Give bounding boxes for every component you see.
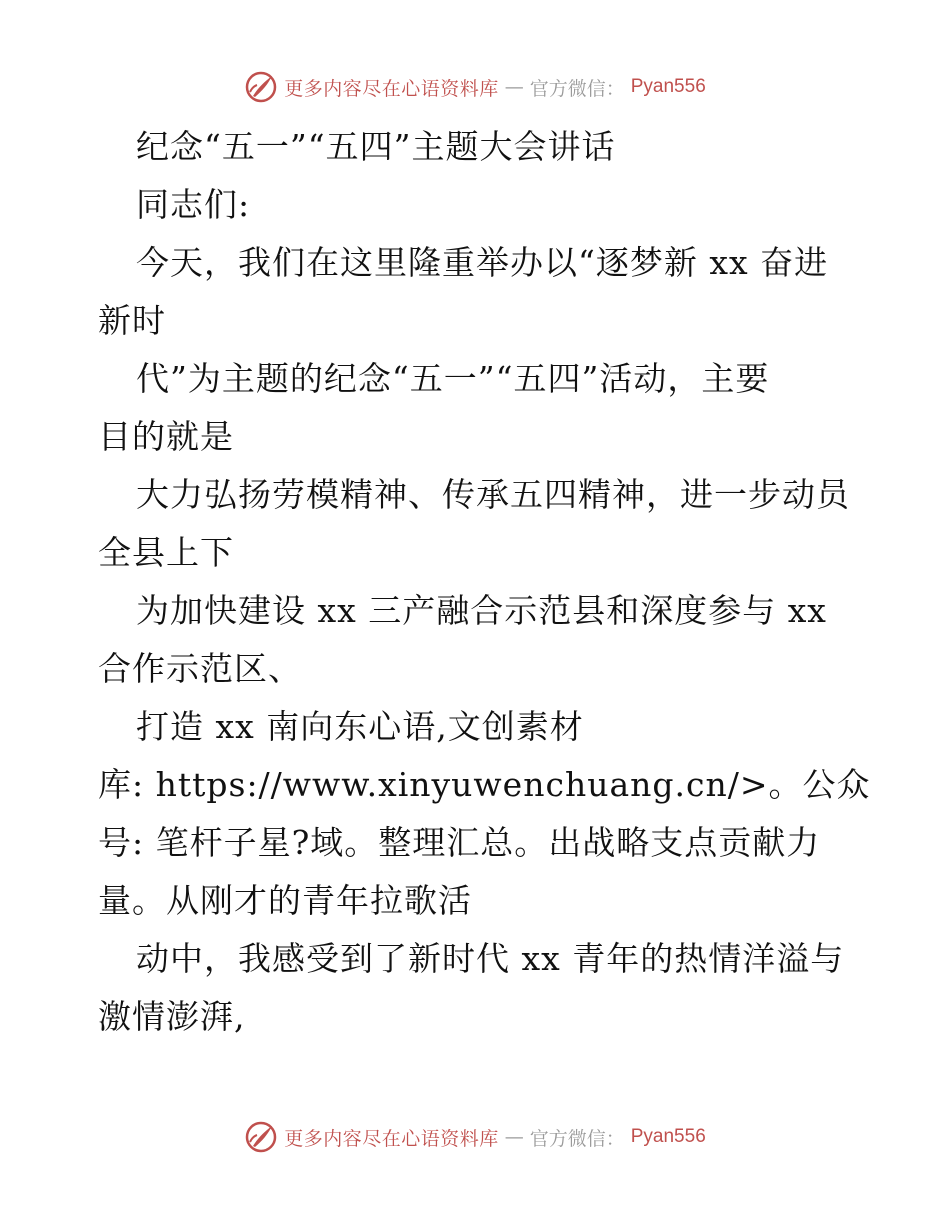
watermark-label: 官方微信： — [529, 77, 625, 100]
watermark-label: 官方微信： — [529, 1127, 625, 1150]
text-line: 新时 — [98, 301, 166, 340]
document-body — [98, 118, 871, 1046]
watermark-dash: — — [504, 76, 524, 98]
text-line: 目的就是 — [98, 417, 234, 456]
text-line: 合作示范区、 — [98, 649, 302, 688]
salutation: 同志们: — [136, 185, 251, 224]
text-line: 动中，我感受到了新时代 xx 青年的热情洋溢与 — [136, 939, 845, 978]
watermark-brand-text: 更多内容尽在心语资料库 — [284, 77, 499, 100]
watermark-wechat-id: Pyan556 — [630, 1126, 706, 1147]
text-line-url: 库: https://www.xinyuwenchuang.cn/>。公众 — [98, 765, 871, 804]
text-line: 全县上下 — [98, 533, 234, 572]
footer-watermark — [0, 1120, 950, 1154]
watermark-brand-text: 更多内容尽在心语资料库 — [284, 1127, 499, 1150]
quill-logo-icon — [244, 1120, 278, 1154]
quill-logo-icon — [244, 70, 278, 104]
text-line: 代”为主题的纪念“五一”“五四”活动，主要 — [136, 359, 770, 398]
header-watermark — [0, 70, 950, 104]
watermark-wechat-id: Pyan556 — [630, 76, 706, 97]
text-line: 打造 xx 南向东心语,文创素材 — [136, 707, 584, 746]
document-title: 纪念“五一”“五四”主题大会讲话 — [136, 127, 616, 166]
text-line: 号: 笔杆子星?域。整理汇总。出战略支点贡献力 — [98, 823, 821, 862]
text-line: 大力弘扬劳模精神、传承五四精神，进一步动员 — [136, 475, 850, 514]
text-line: 今天，我们在这里隆重举办以“逐梦新 xx 奋进 — [136, 243, 829, 282]
text-line: 量。从刚才的青年拉歌活 — [98, 881, 472, 920]
watermark-dash: — — [504, 1126, 524, 1148]
text-line: 为加快建设 xx 三产融合示范县和深度参与 xx — [136, 591, 827, 630]
text-line: 激情澎湃, — [98, 997, 246, 1036]
